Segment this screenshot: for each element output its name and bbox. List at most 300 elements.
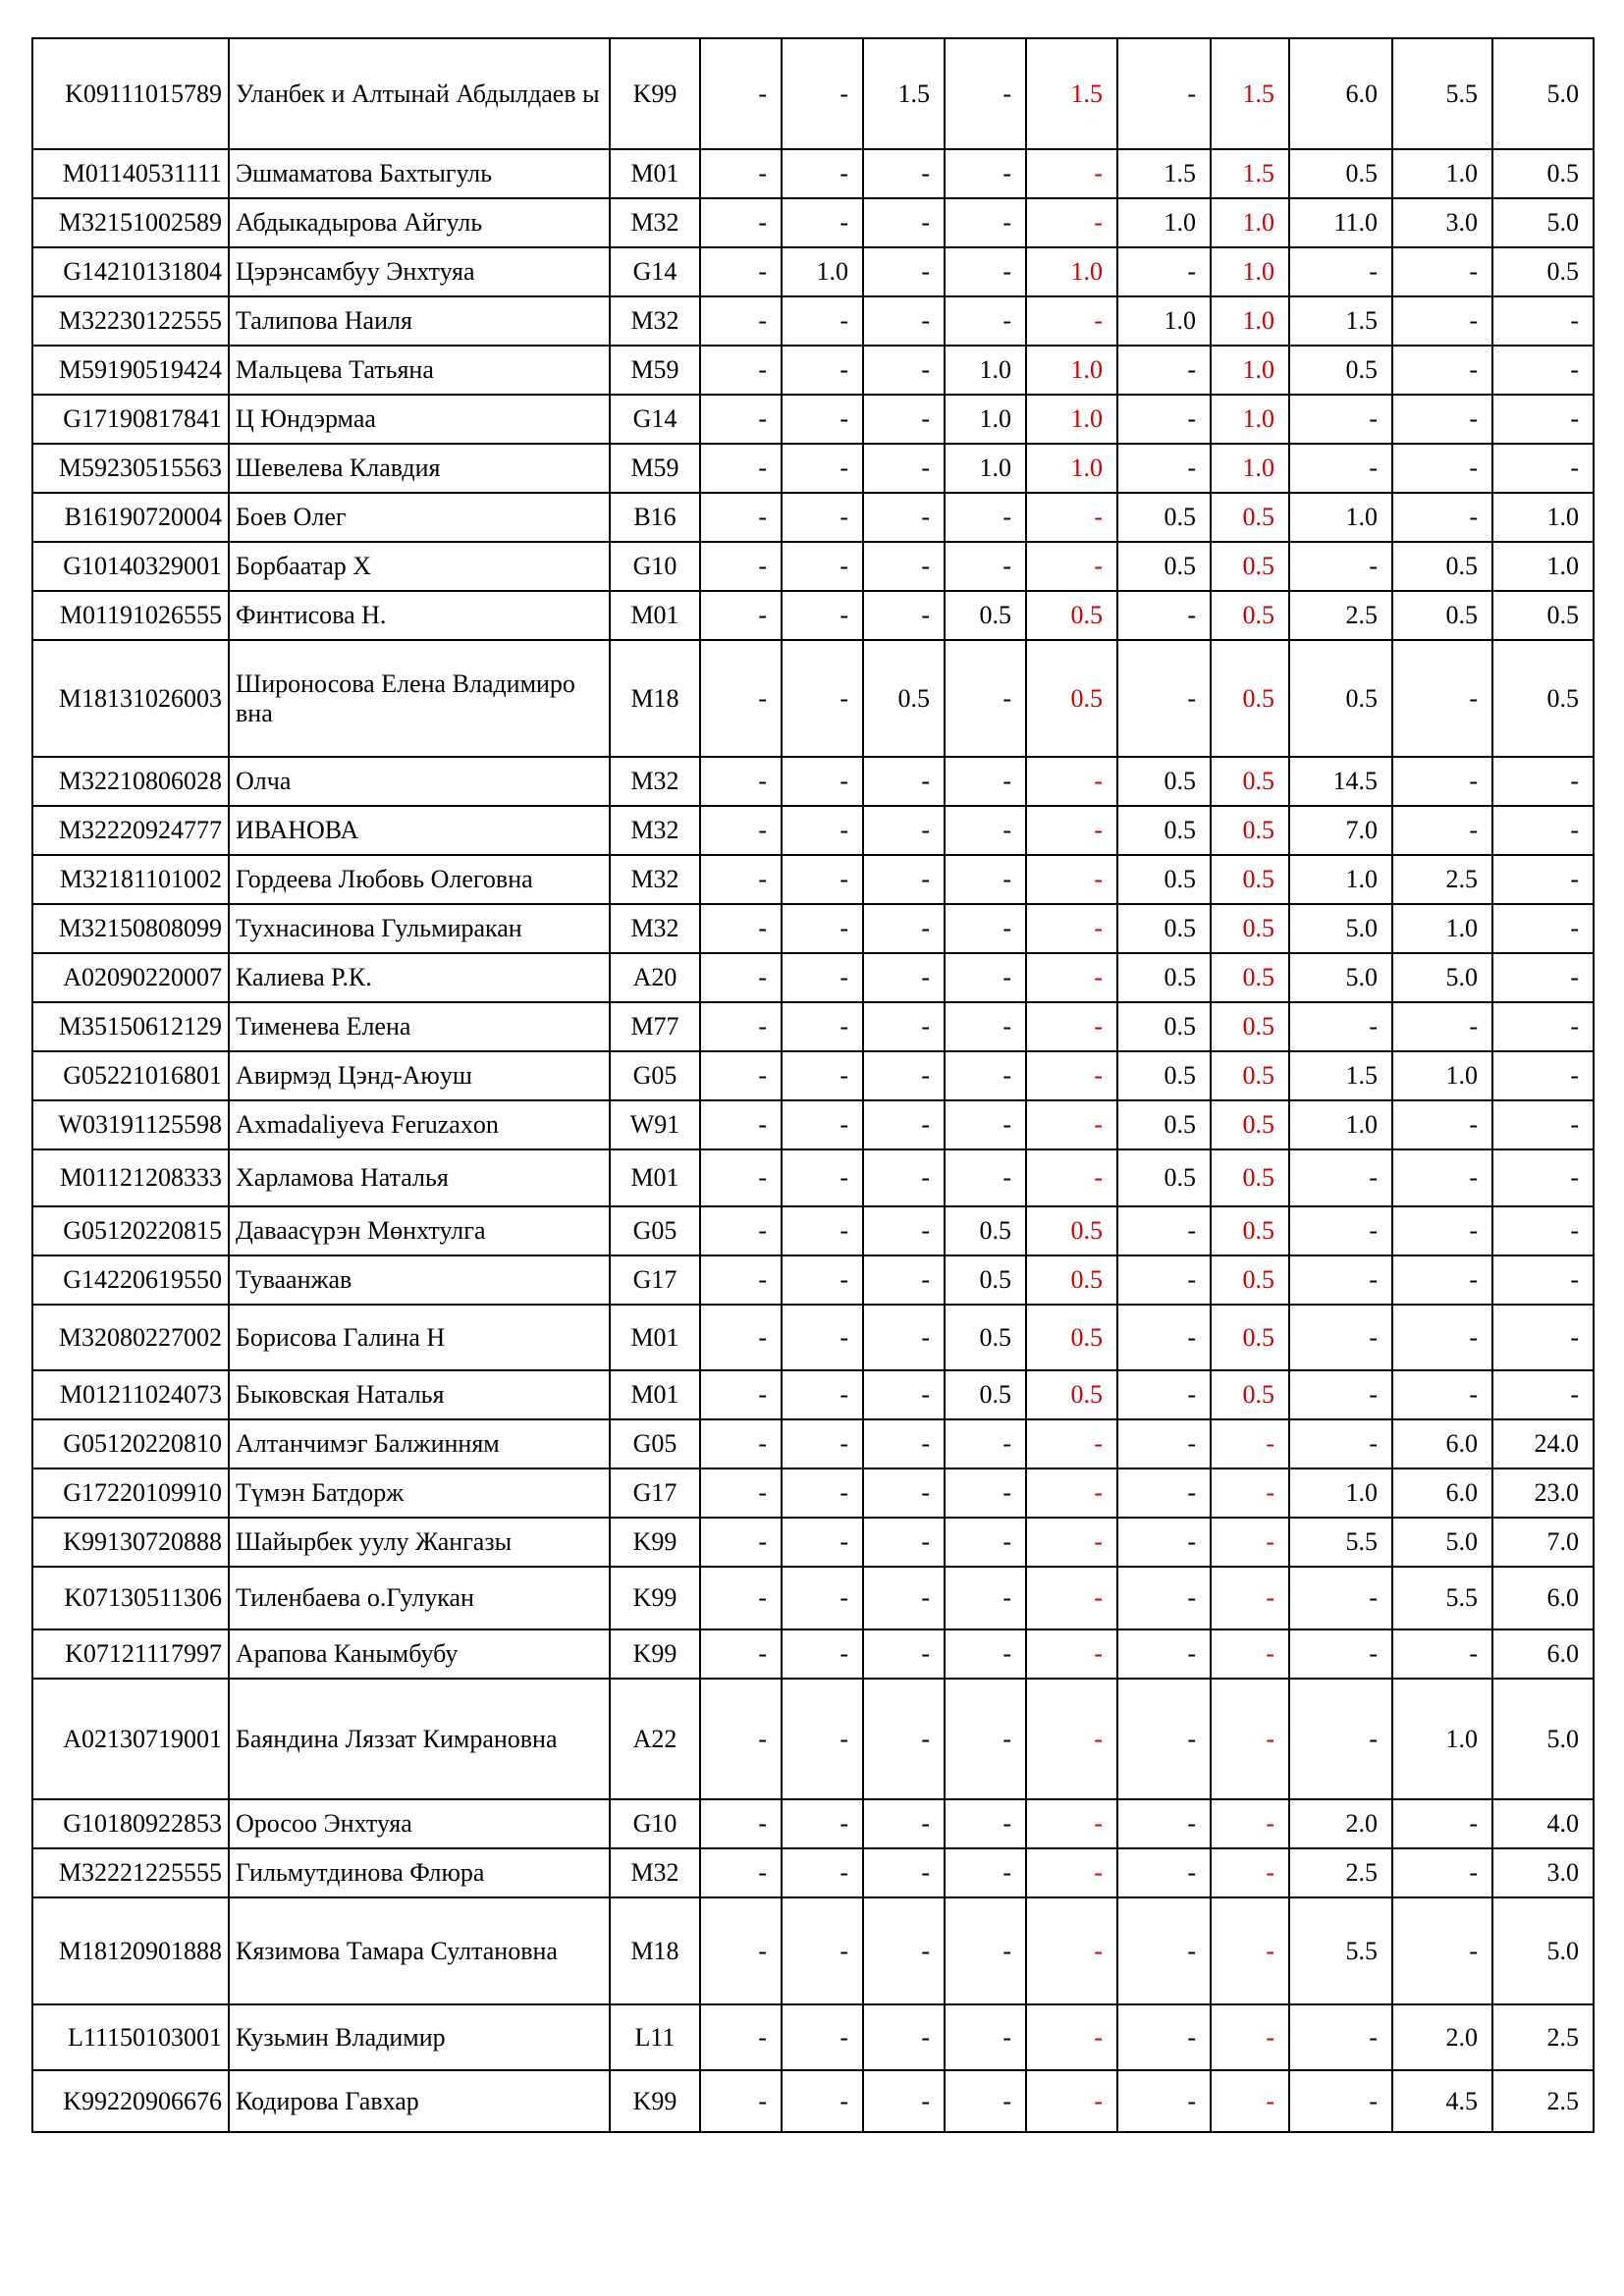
cell-value-8: 2.0 [1289, 1799, 1392, 1848]
cell-value-9: 1.0 [1392, 904, 1492, 953]
cell-value-9: 2.5 [1392, 855, 1492, 904]
cell-value-6: - [1117, 1567, 1211, 1629]
cell-name: Гордеева Любовь Олеговна [229, 855, 610, 904]
cell-value-1: - [700, 2004, 782, 2070]
cell-region: B16 [610, 493, 700, 542]
cell-region: M32 [610, 806, 700, 855]
cell-name: Кузьмин Владимир [229, 2004, 610, 2070]
cell-value-1: - [700, 904, 782, 953]
cell-name: Туваанжав [229, 1255, 610, 1305]
cell-value-6: 0.5 [1117, 855, 1211, 904]
cell-value-10: - [1492, 1370, 1594, 1419]
cell-name: Кязимова Тамара Султановна [229, 1897, 610, 2004]
cell-value-8: 0.5 [1289, 149, 1392, 198]
cell-value-6: - [1117, 444, 1211, 493]
cell-value-10: 5.0 [1492, 1679, 1594, 1799]
cell-value-3: - [863, 346, 945, 395]
cell-region: G17 [610, 1255, 700, 1305]
cell-value-4: - [945, 296, 1026, 346]
cell-value-8: - [1289, 444, 1392, 493]
cell-value-2: - [782, 1305, 863, 1370]
cell-code: M32181101002 [32, 855, 229, 904]
cell-value-4: - [945, 1468, 1026, 1518]
cell-value-5: - [1026, 2004, 1117, 2070]
cell-value-7: 0.5 [1211, 1002, 1289, 1051]
cell-value-7: 0.5 [1211, 1370, 1289, 1419]
cell-value-3: - [863, 1897, 945, 2004]
cell-code: M32220924777 [32, 806, 229, 855]
cell-name: Даваасүрэн Мөнхтулга [229, 1206, 610, 1255]
cell-name: Оросоо Энхтуяа [229, 1799, 610, 1848]
table-row [32, 2004, 1594, 2070]
cell-region: K99 [610, 1567, 700, 1629]
cell-value-3: - [863, 1629, 945, 1679]
cell-value-8: 2.5 [1289, 1848, 1392, 1897]
cell-value-8: 0.5 [1289, 346, 1392, 395]
cell-value-1: - [700, 640, 782, 757]
cell-code: M59190519424 [32, 346, 229, 395]
cell-value-7: 1.0 [1211, 395, 1289, 444]
cell-value-3: - [863, 953, 945, 1002]
cell-code: A02090220007 [32, 953, 229, 1002]
cell-value-2: - [782, 493, 863, 542]
cell-value-10: 1.0 [1492, 493, 1594, 542]
cell-code: G05221016801 [32, 1051, 229, 1100]
cell-value-7: - [1211, 1419, 1289, 1468]
cell-value-4: - [945, 1051, 1026, 1100]
cell-name: Шайырбек уулу Жангазы [229, 1518, 610, 1567]
cell-value-1: - [700, 1468, 782, 1518]
cell-value-3: - [863, 1848, 945, 1897]
cell-value-6: - [1117, 1468, 1211, 1518]
cell-value-8: 1.0 [1289, 1100, 1392, 1149]
cell-value-8: - [1289, 1629, 1392, 1679]
cell-value-2: - [782, 1051, 863, 1100]
cell-value-3: - [863, 1468, 945, 1518]
cell-value-6: 1.5 [1117, 149, 1211, 198]
cell-value-6: - [1117, 1897, 1211, 2004]
cell-value-10: 5.0 [1492, 198, 1594, 247]
cell-value-8: 5.5 [1289, 1518, 1392, 1567]
data-sheet [31, 37, 1593, 2133]
cell-value-10: 7.0 [1492, 1518, 1594, 1567]
cell-value-7: 0.5 [1211, 806, 1289, 855]
cell-value-8: - [1289, 1419, 1392, 1468]
cell-value-6: 0.5 [1117, 1149, 1211, 1206]
cell-region: G14 [610, 395, 700, 444]
cell-value-2: - [782, 542, 863, 591]
cell-value-7: 0.5 [1211, 1206, 1289, 1255]
cell-value-4: 1.0 [945, 444, 1026, 493]
table-row [32, 953, 1594, 1002]
cell-value-5: - [1026, 953, 1117, 1002]
cell-value-7: 0.5 [1211, 493, 1289, 542]
cell-value-1: - [700, 2070, 782, 2132]
cell-value-10: - [1492, 855, 1594, 904]
table-row [32, 542, 1594, 591]
cell-value-10: 2.5 [1492, 2070, 1594, 2132]
cell-code: M35150612129 [32, 1002, 229, 1051]
cell-value-2: - [782, 1679, 863, 1799]
cell-value-7: 0.5 [1211, 953, 1289, 1002]
cell-value-8: 1.5 [1289, 1051, 1392, 1100]
cell-value-10: 1.0 [1492, 542, 1594, 591]
cell-value-6: 0.5 [1117, 1100, 1211, 1149]
cell-value-1: - [700, 591, 782, 640]
cell-value-8: 5.5 [1289, 1897, 1392, 2004]
cell-name: Тиленбаева о.Гулукан [229, 1567, 610, 1629]
cell-value-8: 0.5 [1289, 640, 1392, 757]
cell-value-4: - [945, 855, 1026, 904]
cell-value-5: 0.5 [1026, 1206, 1117, 1255]
cell-value-1: - [700, 953, 782, 1002]
cell-value-6: 0.5 [1117, 493, 1211, 542]
cell-code: M01211024073 [32, 1370, 229, 1419]
cell-value-4: 1.0 [945, 395, 1026, 444]
cell-value-3: - [863, 1002, 945, 1051]
cell-region: M32 [610, 904, 700, 953]
cell-region: M59 [610, 444, 700, 493]
cell-value-5: - [1026, 1051, 1117, 1100]
cell-name: Финтисова Н. [229, 591, 610, 640]
cell-value-2: - [782, 1567, 863, 1629]
table-row [32, 198, 1594, 247]
cell-value-7: 1.0 [1211, 346, 1289, 395]
cell-value-8: 2.5 [1289, 591, 1392, 640]
cell-code: G05120220815 [32, 1206, 229, 1255]
cell-value-4: - [945, 1629, 1026, 1679]
table-row [32, 1468, 1594, 1518]
cell-value-2: - [782, 1002, 863, 1051]
cell-name: ИВАНОВА [229, 806, 610, 855]
cell-value-5: - [1026, 855, 1117, 904]
cell-code: M01191026555 [32, 591, 229, 640]
cell-region: M01 [610, 149, 700, 198]
cell-name: Шевелева Клавдия [229, 444, 610, 493]
cell-value-9: 2.0 [1392, 2004, 1492, 2070]
table-row [32, 1799, 1594, 1848]
cell-value-7: - [1211, 2070, 1289, 2132]
cell-value-9: - [1392, 1370, 1492, 1419]
cell-region: G05 [610, 1206, 700, 1255]
cell-value-5: 1.0 [1026, 247, 1117, 296]
cell-name: Авирмэд Цэнд-Аюуш [229, 1051, 610, 1100]
cell-value-2: - [782, 2004, 863, 2070]
cell-region: M18 [610, 640, 700, 757]
cell-code: K07121117997 [32, 1629, 229, 1679]
cell-value-9: - [1392, 346, 1492, 395]
cell-value-6: - [1117, 591, 1211, 640]
cell-code: M32150808099 [32, 904, 229, 953]
cell-value-7: 0.5 [1211, 757, 1289, 806]
cell-region: K99 [610, 1518, 700, 1567]
cell-name: Борбаатар Х [229, 542, 610, 591]
cell-value-1: - [700, 247, 782, 296]
cell-value-1: - [700, 855, 782, 904]
cell-value-8: - [1289, 1679, 1392, 1799]
cell-value-9: 0.5 [1392, 542, 1492, 591]
cell-value-2: - [782, 904, 863, 953]
cell-code: K07130511306 [32, 1567, 229, 1629]
cell-value-7: - [1211, 1799, 1289, 1848]
cell-value-3: - [863, 2004, 945, 2070]
cell-region: G05 [610, 1051, 700, 1100]
cell-value-6: - [1117, 640, 1211, 757]
table-row [32, 591, 1594, 640]
cell-value-9: - [1392, 1002, 1492, 1051]
cell-value-9: 5.0 [1392, 1518, 1492, 1567]
cell-code: M59230515563 [32, 444, 229, 493]
cell-value-3: - [863, 855, 945, 904]
cell-value-2: - [782, 1799, 863, 1848]
cell-code: M01140531111 [32, 149, 229, 198]
cell-value-4: - [945, 1897, 1026, 2004]
cell-region: G14 [610, 247, 700, 296]
cell-value-4: - [945, 542, 1026, 591]
cell-name: Тименева Елена [229, 1002, 610, 1051]
cell-value-10: - [1492, 296, 1594, 346]
cell-value-9: 3.0 [1392, 198, 1492, 247]
cell-value-5: - [1026, 904, 1117, 953]
cell-region: M32 [610, 198, 700, 247]
cell-value-7: 0.5 [1211, 591, 1289, 640]
table-row [32, 1567, 1594, 1629]
cell-value-10: - [1492, 1255, 1594, 1305]
cell-value-1: - [700, 1679, 782, 1799]
cell-value-10: 4.0 [1492, 1799, 1594, 1848]
cell-value-5: - [1026, 1799, 1117, 1848]
cell-value-4: - [945, 1149, 1026, 1206]
cell-value-10: - [1492, 1002, 1594, 1051]
table-row [32, 296, 1594, 346]
cell-value-2: - [782, 1419, 863, 1468]
cell-value-10: - [1492, 904, 1594, 953]
cell-value-6: 1.0 [1117, 198, 1211, 247]
cell-value-10: - [1492, 1149, 1594, 1206]
cell-value-7: - [1211, 1518, 1289, 1567]
cell-value-7: 1.0 [1211, 444, 1289, 493]
table-row [32, 1002, 1594, 1051]
cell-value-7: - [1211, 2004, 1289, 2070]
cell-value-5: 0.5 [1026, 591, 1117, 640]
cell-value-2: 1.0 [782, 247, 863, 296]
cell-value-6: - [1117, 2004, 1211, 2070]
cell-name: Түмэн Батдорж [229, 1468, 610, 1518]
cell-value-5: - [1026, 1848, 1117, 1897]
cell-value-2: - [782, 640, 863, 757]
cell-value-5: - [1026, 1567, 1117, 1629]
cell-value-6: - [1117, 1629, 1211, 1679]
cell-code: K09111015789 [32, 38, 229, 149]
cell-name: Цэрэнсамбуу Энхтуяа [229, 247, 610, 296]
cell-code: M18120901888 [32, 1897, 229, 2004]
cell-region: M32 [610, 296, 700, 346]
table-row [32, 855, 1594, 904]
cell-value-3: 0.5 [863, 640, 945, 757]
cell-value-7: 0.5 [1211, 1100, 1289, 1149]
cell-value-4: - [945, 1848, 1026, 1897]
cell-value-5: 1.0 [1026, 346, 1117, 395]
cell-value-4: - [945, 904, 1026, 953]
table-row [32, 444, 1594, 493]
cell-value-5: - [1026, 1002, 1117, 1051]
cell-value-8: 1.5 [1289, 296, 1392, 346]
cell-value-6: - [1117, 247, 1211, 296]
cell-value-6: 1.0 [1117, 296, 1211, 346]
cell-value-2: - [782, 1370, 863, 1419]
cell-code: G10140329001 [32, 542, 229, 591]
cell-value-3: - [863, 1567, 945, 1629]
cell-value-4: - [945, 1799, 1026, 1848]
cell-code: M32151002589 [32, 198, 229, 247]
cell-value-1: - [700, 1419, 782, 1468]
table-row [32, 1370, 1594, 1419]
cell-code: M32221225555 [32, 1848, 229, 1897]
cell-value-7: 0.5 [1211, 855, 1289, 904]
cell-value-10: - [1492, 1206, 1594, 1255]
cell-value-1: - [700, 1255, 782, 1305]
cell-code: B16190720004 [32, 493, 229, 542]
cell-name: Абдыкадырова Айгуль [229, 198, 610, 247]
cell-value-9: - [1392, 1149, 1492, 1206]
cell-value-4: - [945, 1419, 1026, 1468]
cell-value-10: - [1492, 757, 1594, 806]
cell-value-2: - [782, 1206, 863, 1255]
cell-value-1: - [700, 1629, 782, 1679]
cell-value-6: - [1117, 1206, 1211, 1255]
cell-code: L11150103001 [32, 2004, 229, 2070]
cell-value-2: - [782, 1897, 863, 2004]
cell-region: M77 [610, 1002, 700, 1051]
cell-value-7: 0.5 [1211, 1255, 1289, 1305]
cell-value-3: - [863, 591, 945, 640]
table-row [32, 1629, 1594, 1679]
cell-value-5: 0.5 [1026, 1305, 1117, 1370]
cell-value-8: - [1289, 2070, 1392, 2132]
cell-value-9: - [1392, 1255, 1492, 1305]
table-row [32, 1419, 1594, 1468]
cell-value-8: 1.0 [1289, 855, 1392, 904]
table-row [32, 395, 1594, 444]
cell-region: G10 [610, 1799, 700, 1848]
cell-value-3: - [863, 542, 945, 591]
cell-value-5: - [1026, 1629, 1117, 1679]
cell-value-1: - [700, 1567, 782, 1629]
table-row [32, 1255, 1594, 1305]
cell-region: G17 [610, 1468, 700, 1518]
cell-value-1: - [700, 149, 782, 198]
cell-name: Баяндина Ляззат Кимрановна [229, 1679, 610, 1799]
cell-region: G05 [610, 1419, 700, 1468]
cell-value-9: 1.0 [1392, 1679, 1492, 1799]
cell-value-4: 1.0 [945, 346, 1026, 395]
cell-value-9: - [1392, 1100, 1492, 1149]
cell-value-3: - [863, 2070, 945, 2132]
cell-value-6: - [1117, 1679, 1211, 1799]
cell-value-5: - [1026, 806, 1117, 855]
cell-name: Борисова Галина Н [229, 1305, 610, 1370]
cell-value-8: 14.5 [1289, 757, 1392, 806]
table-row [32, 247, 1594, 296]
cell-name: Axmadaliyeva Feruzaxon [229, 1100, 610, 1149]
cell-value-4: 0.5 [945, 1206, 1026, 1255]
cell-value-10: 5.0 [1492, 38, 1594, 149]
cell-name: Широносова Елена Владимиро вна [229, 640, 610, 757]
cell-region: M59 [610, 346, 700, 395]
cell-value-3: - [863, 1370, 945, 1419]
cell-value-7: 0.5 [1211, 640, 1289, 757]
cell-value-2: - [782, 296, 863, 346]
cell-value-9: - [1392, 640, 1492, 757]
cell-region: M18 [610, 1897, 700, 2004]
cell-value-4: 0.5 [945, 1305, 1026, 1370]
cell-value-9: 1.0 [1392, 1051, 1492, 1100]
cell-name: Тухнасинова Гульмиракан [229, 904, 610, 953]
cell-value-10: - [1492, 1305, 1594, 1370]
cell-value-2: - [782, 591, 863, 640]
cell-value-9: - [1392, 493, 1492, 542]
cell-value-9: 4.5 [1392, 2070, 1492, 2132]
cell-value-4: - [945, 1567, 1026, 1629]
cell-region: L11 [610, 2004, 700, 2070]
cell-value-3: - [863, 1679, 945, 1799]
cell-region: M01 [610, 1370, 700, 1419]
cell-value-2: - [782, 444, 863, 493]
table-row [32, 2070, 1594, 2132]
cell-value-9: - [1392, 757, 1492, 806]
cell-value-10: 0.5 [1492, 640, 1594, 757]
cell-value-1: - [700, 198, 782, 247]
cell-value-7: - [1211, 1848, 1289, 1897]
table-row [32, 1100, 1594, 1149]
cell-value-2: - [782, 1848, 863, 1897]
cell-value-4: - [945, 806, 1026, 855]
cell-value-4: - [945, 493, 1026, 542]
cell-value-4: - [945, 757, 1026, 806]
cell-value-1: - [700, 1206, 782, 1255]
cell-value-9: - [1392, 444, 1492, 493]
cell-value-10: 2.5 [1492, 2004, 1594, 2070]
table-row [32, 806, 1594, 855]
cell-value-9: - [1392, 1848, 1492, 1897]
cell-value-10: 6.0 [1492, 1629, 1594, 1679]
cell-value-2: - [782, 1518, 863, 1567]
table-row [32, 1051, 1594, 1100]
cell-value-2: - [782, 1100, 863, 1149]
table-row [32, 1305, 1594, 1370]
table-row [32, 346, 1594, 395]
cell-value-6: 0.5 [1117, 542, 1211, 591]
cell-value-6: - [1117, 1370, 1211, 1419]
cell-value-6: - [1117, 346, 1211, 395]
cell-value-8: - [1289, 1370, 1392, 1419]
cell-value-2: - [782, 806, 863, 855]
cell-value-7: 1.0 [1211, 198, 1289, 247]
cell-value-6: 0.5 [1117, 1051, 1211, 1100]
table-row [32, 149, 1594, 198]
cell-name: Калиева Р.К. [229, 953, 610, 1002]
cell-value-6: - [1117, 1799, 1211, 1848]
cell-value-8: 11.0 [1289, 198, 1392, 247]
cell-value-8: - [1289, 1206, 1392, 1255]
cell-value-1: - [700, 395, 782, 444]
cell-value-1: - [700, 1518, 782, 1567]
cell-value-10: - [1492, 806, 1594, 855]
cell-name: Талипова Наиля [229, 296, 610, 346]
cell-name: Быковская Наталья [229, 1370, 610, 1419]
cell-value-1: - [700, 757, 782, 806]
cell-value-1: - [700, 1897, 782, 2004]
